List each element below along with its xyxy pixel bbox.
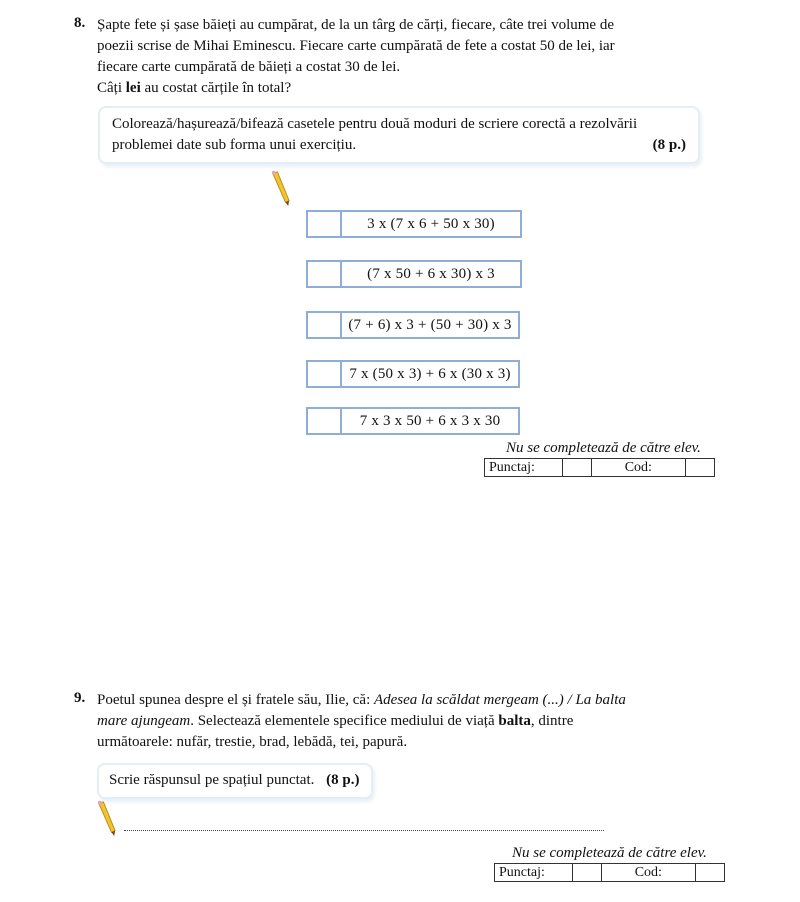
question-8-line-1: Șapte fete și șase băieți au cumpărat, de la un târg de cărți, fiecare, câte trei volume de xyxy=(97,17,614,33)
question-8-points: (8 p.) xyxy=(652,137,686,153)
question-9-number: 9. xyxy=(74,690,86,706)
option-expression-4: 7 x (50 x 3) + 6 x (30 x 3) xyxy=(349,365,511,382)
question-8-question-pre: Câți xyxy=(97,80,126,96)
pencil-icon xyxy=(94,800,120,841)
option-checkbox-4[interactable] xyxy=(308,362,342,386)
option-checkbox-2[interactable] xyxy=(308,262,342,286)
question-9-line-2-end: , dintre xyxy=(530,713,574,729)
question-9-line-1-text: Poetul spunea despre el și fratele său, Ilie, că: xyxy=(97,692,374,708)
question-9-evaluator-note: Nu se completează de către elev. xyxy=(512,845,707,861)
option-box-3 xyxy=(306,311,520,339)
question-8-line-3: fiecare carte cumpărată de băieți a costat 30 de lei. xyxy=(97,59,401,75)
question-8-instruction-line-2: problemei date sub forma unui exercițiu. xyxy=(112,137,357,153)
answer-line[interactable] xyxy=(124,829,604,831)
question-9-points: (8 p.) xyxy=(326,772,360,788)
option-checkbox-1[interactable] xyxy=(308,212,342,236)
question-9-poem-quote-1: Adesea la scăldat mergeam (...) / La balta xyxy=(373,692,626,708)
question-8-question-bold: lei xyxy=(125,80,141,96)
question-9-code-label: Cod: xyxy=(601,864,695,882)
pencil-icon xyxy=(268,170,294,211)
question-9-score-table xyxy=(494,863,725,882)
question-8-score-table xyxy=(484,458,715,477)
question-9-line-2 xyxy=(97,711,693,732)
question-8-text xyxy=(97,15,693,99)
question-8-number: 8. xyxy=(74,15,86,31)
question-8-code-label: Cod: xyxy=(591,459,685,477)
question-8-evaluator-note: Nu se completează de către elev. xyxy=(506,440,701,456)
option-box-1 xyxy=(306,210,522,238)
question-9-keyword: balta xyxy=(498,713,531,729)
question-9-line-2-text: . Selectează elementele specifice mediului de viață xyxy=(190,713,499,729)
question-9-score-label: Punctaj: xyxy=(495,864,573,882)
option-checkbox-3[interactable] xyxy=(308,313,342,337)
option-expression-1: 3 x (7 x 6 + 50 x 30) xyxy=(367,215,495,232)
question-8-question-post: au costat cărțile în total? xyxy=(140,80,292,96)
question-8-line-2: poezii scrise de Mihai Eminescu. Fiecare carte cumpărată de fete a costat 50 de lei, iar xyxy=(97,38,615,54)
option-box-5 xyxy=(306,407,520,435)
question-9-poem-quote-2: mare ajungeam xyxy=(97,713,191,729)
option-expression-2: (7 x 50 + 6 x 30) x 3 xyxy=(367,265,495,282)
question-8-instruction-box xyxy=(98,106,700,164)
option-expression-5: 7 x 3 x 50 + 6 x 3 x 30 xyxy=(359,412,501,429)
question-9-instruction-box xyxy=(97,763,373,799)
option-box-2 xyxy=(306,260,522,288)
option-checkbox-5[interactable] xyxy=(308,409,342,433)
question-8-code-cell xyxy=(685,459,714,477)
option-box-4 xyxy=(306,360,520,388)
question-8-score-label: Punctaj: xyxy=(485,459,563,477)
question-9-line-3: următoarele: nufăr, trestie, brad, lebădă, tei, papură. xyxy=(97,734,408,750)
option-expression-3: (7 + 6) x 3 + (50 + 30) x 3 xyxy=(348,316,512,333)
question-9-code-cell xyxy=(695,864,724,882)
question-9-text xyxy=(97,690,693,753)
question-8-score-cell xyxy=(562,459,591,477)
question-9-score-cell xyxy=(572,864,601,882)
question-8-question xyxy=(97,78,693,99)
question-8-instruction-line-1: Colorează/hașurează/bifează casetele pentru două moduri de scriere corectă a rezolvării xyxy=(112,116,638,132)
question-9-line-1 xyxy=(97,690,693,711)
question-9-instruction: Scrie răspunsul pe spațiul punctat. xyxy=(109,772,315,788)
